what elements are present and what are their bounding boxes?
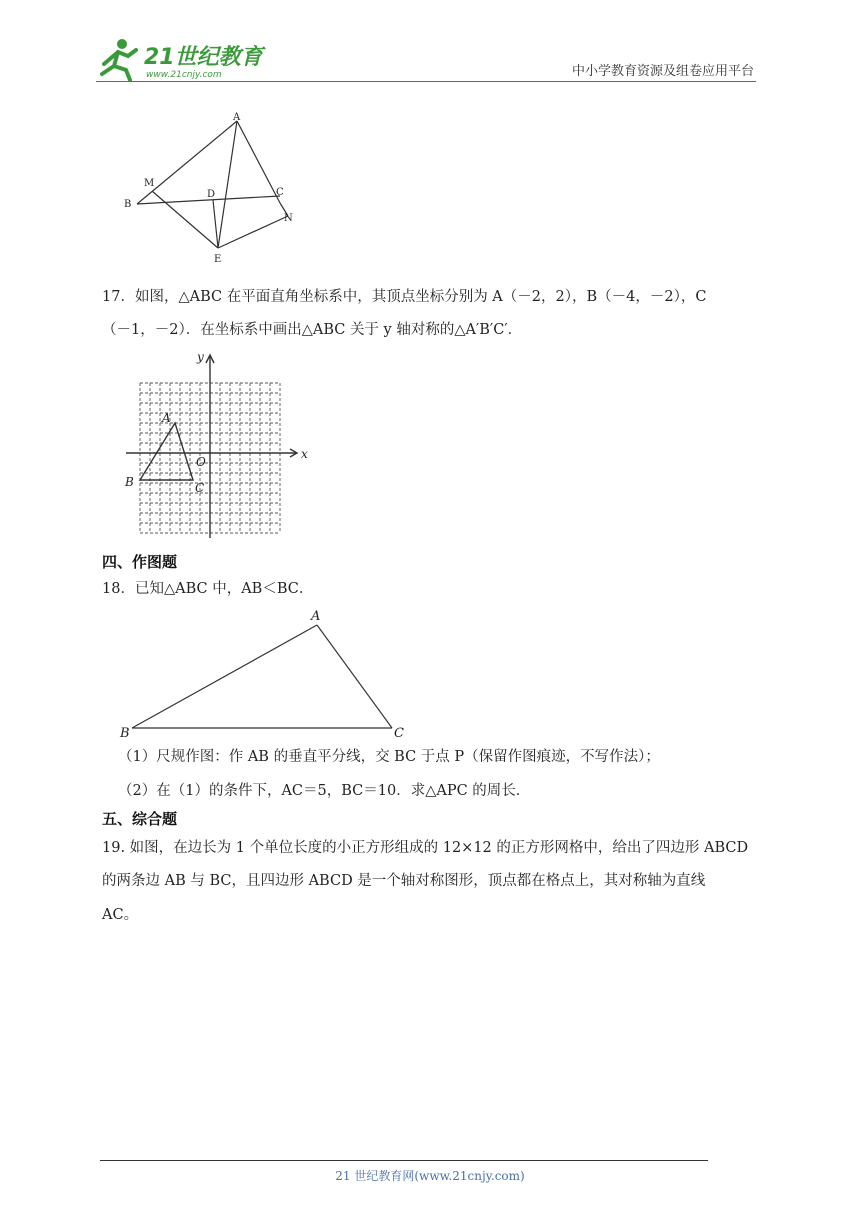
label-D: D xyxy=(207,189,216,200)
q19-line1: 19. 如图，在边长为 1 个单位长度的小正方形组成的 12×12 的正方形网格中，给出了四边形 ABCD xyxy=(102,840,749,856)
footer-divider xyxy=(100,1160,708,1161)
label-C: C xyxy=(276,187,284,198)
x-axis-label: x xyxy=(301,447,308,461)
fig18-label-B: B xyxy=(120,726,130,741)
coordinate-grid-figure xyxy=(120,348,312,540)
point-A-label: A xyxy=(162,411,171,425)
triangle-figure-18 xyxy=(114,604,414,742)
runner-icon xyxy=(102,39,136,80)
point-B-label: B xyxy=(125,475,134,489)
footer-site-link[interactable]: 21 世纪教育网(www.21cnjy.com) xyxy=(335,1169,525,1183)
header-divider xyxy=(96,81,756,82)
q17-line1: 17．如图，△ABC 在平面直角坐标系中，其顶点坐标分别为 A（－2，2），B（－4，－2），C xyxy=(102,289,707,305)
q19-line3: AC。 xyxy=(102,907,139,923)
q18-part1: （1）尺规作图：作 AB 的垂直平分线，交 BC 于点 P（保留作图痕迹，不写作法）； xyxy=(118,749,660,765)
label-A: A xyxy=(233,112,241,123)
q17-line2: （－1，－2）．在坐标系中画出△ABC 关于 y 轴对称的△A′B′C′． xyxy=(102,322,523,338)
label-B: B xyxy=(124,199,132,210)
label-E: E xyxy=(214,254,222,265)
fig18-label-A: A xyxy=(311,609,321,624)
origin-label: O xyxy=(196,455,206,469)
triangle-abc xyxy=(140,423,193,480)
point-C-label: C xyxy=(195,481,205,495)
site-logo xyxy=(96,34,266,82)
q18-stem: 18．已知△ABC 中，AB＜BC． xyxy=(102,581,314,597)
logo-text: 21世纪教育 xyxy=(144,45,263,70)
fig18-label-C: C xyxy=(394,726,404,741)
section-4-title: 四、作图题 xyxy=(102,553,178,571)
y-axis-label: y xyxy=(197,350,204,364)
label-M: M xyxy=(144,178,155,189)
label-N: N xyxy=(284,213,293,224)
logo-url: www.21cnjy.com xyxy=(146,70,222,80)
header-platform-text: 中小学教育资源及组卷应用平台 xyxy=(571,64,754,79)
figure-16 xyxy=(118,108,308,270)
q18-part2: （2）在（1）的条件下，AC＝5，BC＝10．求△APC 的周长． xyxy=(118,783,531,799)
q19-line2: 的两条边 AB 与 BC，且四边形 ABCD 是一个轴对称图形，顶点都在格点上，其对称轴为直线 xyxy=(102,873,706,889)
section-5-title: 五、综合题 xyxy=(102,810,178,828)
